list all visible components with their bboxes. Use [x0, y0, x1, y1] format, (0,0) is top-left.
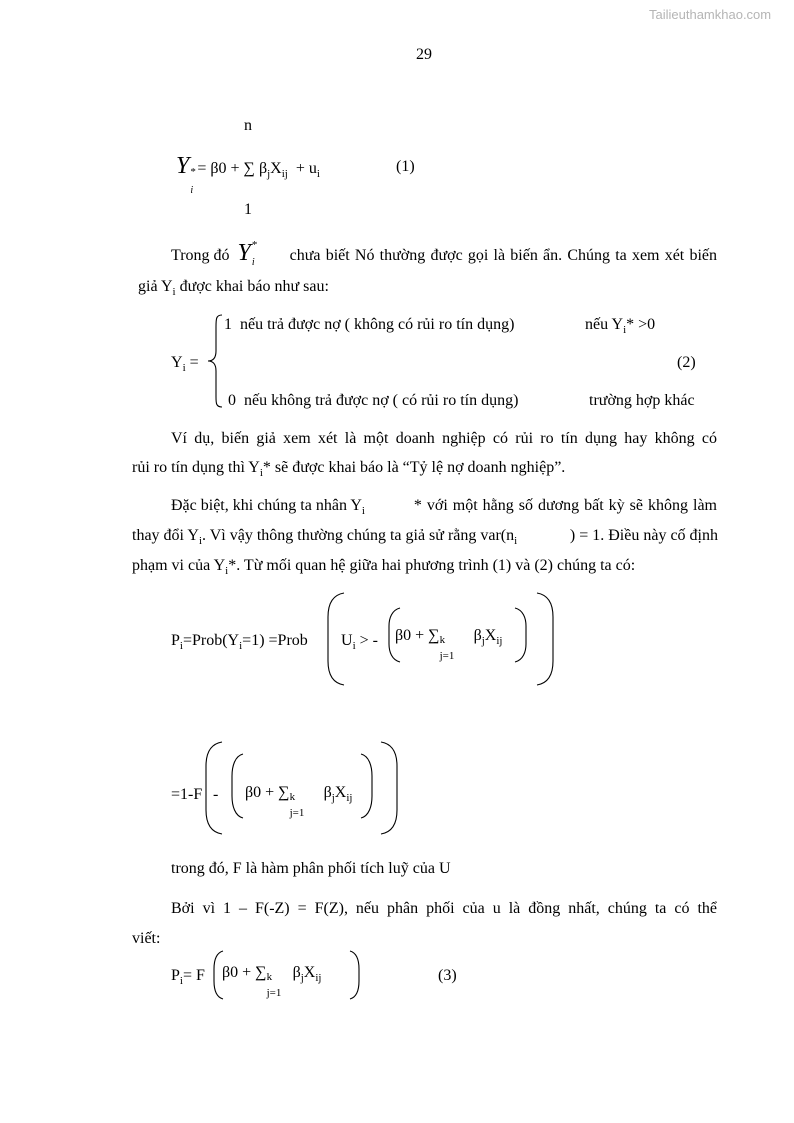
eq5-sum-sup: k [266, 971, 273, 983]
eq3-u: U [341, 632, 353, 649]
beta-sub: j [267, 168, 271, 181]
paragraph-4: trong đó, F là hàm phân phối tích luỹ của U [171, 860, 451, 877]
eq3-gt: > - [359, 632, 378, 649]
eq5-x-sub: ij [315, 972, 322, 985]
eq5-sum-sub: j=1 [266, 987, 282, 999]
paragraph-3-line-1 [171, 497, 717, 518]
u-sub: i [316, 168, 320, 181]
eq3-beta0-sum: β0 + ∑ [395, 627, 440, 644]
eq3-outer-right-paren [535, 591, 557, 687]
equation-1-label: (1) [396, 158, 415, 175]
equation-5-label: (3) [438, 967, 457, 984]
eq5-p-sub: i [179, 975, 183, 988]
paragraph-1-line-1 [171, 239, 717, 268]
eq4-beta0-sum: β0 + ∑ [245, 784, 290, 801]
p3-line1-sub: i [361, 505, 365, 518]
p1-line2-sub: i [172, 286, 176, 299]
paragraph-2-line-1: Ví dụ, biến giả xem xét là một doanh nghiệp có rủi ro tín dụng hay không có [171, 430, 717, 447]
p3-line3-a: phạm vi của Y [132, 557, 226, 574]
eq3-u-part [341, 632, 378, 653]
paragraph-2-line-2 [132, 459, 566, 480]
case-2-text: nếu không trả được nợ ( có rủi ro tín dụng) [244, 392, 519, 409]
p3-line2-sub: i [198, 535, 203, 548]
eq3-beta: β [473, 627, 482, 644]
eq4-outer-right-paren [379, 740, 401, 836]
piecewise-brace [204, 313, 224, 409]
eq3-x: X [484, 627, 497, 644]
y-star-inline: Y [237, 240, 251, 266]
paragraph-1-line-2 [138, 278, 329, 299]
paragraph-5-line-1: Bởi vì 1 – F(-Z) = F(Z), nếu phân phối của u là đồng nhất, chúng ta có thể [171, 900, 717, 917]
p3-line2-c: ) = 1. Điều này cố định [569, 527, 718, 544]
eq4-beta: β [323, 784, 332, 801]
x-var: X [270, 160, 282, 177]
eq1-rhs-start: = β0 + ∑ β [197, 160, 268, 177]
case-1-value: 1 [224, 316, 232, 333]
sum-lower-limit: 1 [244, 201, 252, 218]
eq4-inner-expression [245, 784, 353, 819]
eq5-inner-expression [222, 964, 322, 999]
y-star-sup: * [190, 166, 196, 178]
case-1-row [224, 317, 514, 333]
case-1-text: nếu trả được nợ ( không có rủi ro tín dụng) [240, 316, 515, 333]
case-2-value: 0 [228, 392, 236, 409]
y-star-sub: i [190, 185, 194, 196]
eq3-prob-a: =Prob(Y [182, 632, 240, 649]
p3-line1-b: * với một hằng số dương bất kỳ sẽ không làm [413, 497, 717, 514]
p3-line1-a: Đặc biệt, khi chúng ta nhân Y [171, 497, 362, 514]
eq5-x: X [303, 964, 316, 981]
eq3-u-sub: i [352, 640, 356, 653]
eq3-beta-sub: j [481, 635, 485, 648]
eq5-right-paren [348, 949, 362, 1001]
case-1-cond-a: nếu Y [585, 316, 624, 333]
eq5-beta0-sum: β0 + ∑ [222, 964, 267, 981]
eq2-lhs-eq: = [189, 354, 199, 371]
plus-u: + u [295, 160, 317, 177]
eq3-inner-right-paren [513, 606, 529, 664]
eq4-prefix: =1-F [171, 786, 203, 803]
case-1-cond-b: * >0 [626, 316, 656, 333]
p2-line2-b: * sẽ được khai báo là “Tỷ lệ nợ doanh nghiệp”. [262, 459, 566, 476]
paragraph-5-line-2: viết: [132, 930, 161, 947]
x-sub: ij [281, 168, 288, 181]
p1-line2-b: được khai báo như sau: [179, 278, 329, 295]
p3-line2-b: . Vì vậy thông thường chúng ta giả sử rằng var(n [202, 527, 515, 544]
eq3-p: P [171, 632, 180, 649]
y-star-symbol: Y [176, 153, 190, 179]
eq3-sum-sub: j=1 [439, 650, 455, 662]
eq5-beta-sub: j [300, 972, 304, 985]
eq5-left [171, 967, 205, 988]
eq3-prob-b: =1) =Prob [242, 632, 308, 649]
eq5-eq-f: = F [182, 967, 205, 984]
case-2-condition: trường hợp khác [589, 392, 695, 409]
eq3-p-sub: i [179, 640, 183, 653]
p3-line3-sub: i [225, 565, 229, 578]
eq3-prob-sub: i [239, 640, 243, 653]
y-star-inline-sub: i [251, 257, 255, 268]
p1-line2-a: giả Y [138, 278, 173, 295]
eq4-beta-sub: j [331, 792, 335, 805]
eq4-sum-sup: k [289, 791, 296, 803]
p2-line2-a: rủi ro tín dụng thì Y [132, 459, 260, 476]
eq2-lhs [171, 354, 199, 375]
eq2-lhs-y: Y [171, 354, 183, 371]
case-1-cond-sub: i [623, 324, 627, 337]
equation-1-body [176, 153, 320, 196]
eq2-lhs-sub: i [182, 362, 186, 375]
eq3-left [171, 632, 308, 653]
case-1-condition [585, 316, 656, 337]
y-star-inline-sup: * [251, 239, 258, 251]
eq4-minus: - [213, 786, 219, 803]
p1-part1: Trong đó [171, 247, 230, 264]
equation-2-label: (2) [677, 354, 696, 371]
paragraph-3-line-2 [132, 527, 718, 548]
eq3-inner-expression [395, 627, 503, 662]
eq4-x-sub: ij [346, 792, 353, 805]
case-2-row [228, 393, 518, 409]
eq3-x-sub: ij [496, 635, 503, 648]
paragraph-3-line-3 [132, 557, 636, 578]
eq4-sum-sub: j=1 [289, 807, 305, 819]
page-number: 29 [416, 46, 432, 63]
eq4-inner-left-paren [229, 752, 245, 820]
eq3-sum-sup: k [439, 634, 446, 646]
p2-line2-sub: i [259, 467, 263, 480]
eq4-x: X [334, 784, 347, 801]
eq4-inner-right-paren [359, 752, 375, 820]
p3-line2-a: thay đổi Y [132, 527, 199, 544]
p1-part2: chưa biết Nó thường được gọi là biến ẩn. Chúng ta xem xét biến [289, 247, 717, 264]
watermark: Tailieuthamkhao.com [649, 7, 772, 22]
eq5-beta: β [292, 964, 301, 981]
p3-line3-b: *. Từ mối quan hệ giữa hai phương trình (1) và (2) chúng ta có: [228, 557, 636, 574]
sum-upper-limit: n [244, 117, 252, 134]
eq5-p: P [171, 967, 180, 984]
p3-line2-sub2: i [514, 535, 518, 548]
